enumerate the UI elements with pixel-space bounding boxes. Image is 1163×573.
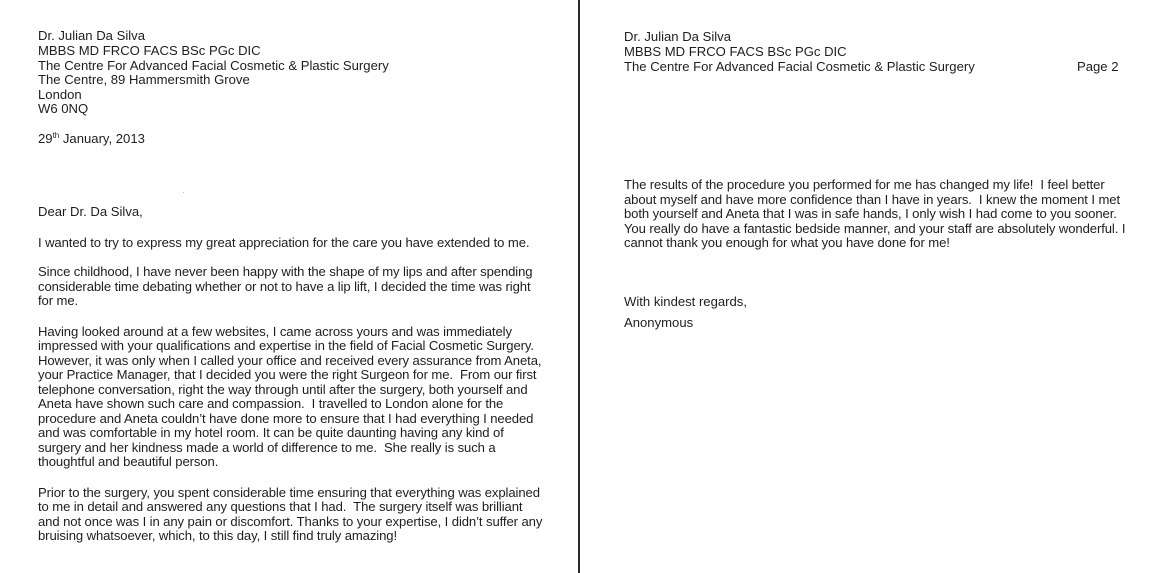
- paragraph-line: However, it was only when I called your office and received every assurance from Aneta,: [38, 353, 542, 368]
- paragraph-line: cannot thank you enough for what you have done for me!: [624, 235, 950, 250]
- closing: With kindest regards,: [624, 294, 747, 309]
- paragraph-line: bruising whatsoever, which, to this day, I still find truly amazing!: [38, 528, 398, 543]
- practice-name: The Centre For Advanced Facial Cosmetic & Plastic Surgery: [624, 59, 975, 74]
- paragraph-line: about myself and have more confidence than I have in years. I knew the moment I met: [624, 192, 1120, 207]
- paragraph-line: You really do have a fantastic bedside manner, and your staff are absolutely wonderful. I: [624, 221, 1126, 236]
- address-city: London: [38, 87, 82, 102]
- paragraph-line: and was comfortable in my hotel room. It can be quite daunting having any kind of: [38, 425, 504, 440]
- paragraph-line: Prior to the surgery, you spent considerable time ensuring that everything was explained: [38, 485, 540, 500]
- paragraph-line: Since childhood, I have never been happy with the shape of my lips and after spending: [38, 264, 533, 279]
- paragraph-line: Aneta have shown such care and compassion. I travelled to London alone for the: [38, 396, 504, 411]
- paragraph-line: both yourself and Aneta that I was in safe hands, I only wish I had come to you sooner.: [624, 206, 1117, 221]
- doctor-qualifications: MBBS MD FRCO FACS BSc PGc DIC: [38, 43, 261, 58]
- date-day: 29: [38, 131, 53, 146]
- practice-name: The Centre For Advanced Facial Cosmetic & Plastic Surgery: [38, 58, 389, 73]
- paragraph-line: The results of the procedure you performed for me has changed my life! I feel better: [624, 177, 1105, 192]
- paragraph-line: considerable time debating whether or not to have a lip lift, I decided the time was right: [38, 279, 531, 294]
- signature: Anonymous: [624, 315, 694, 330]
- paragraph-line: thoughtful and beautiful person.: [38, 454, 219, 469]
- paragraph-line: procedure and Aneta couldn’t have done more to ensure that I had everything I needed: [38, 411, 534, 426]
- date-month-year: January, 2013: [59, 131, 145, 146]
- paragraph-line: Having looked around at a few websites, I came across yours and was immediately: [38, 324, 512, 339]
- address-line: The Centre, 89 Hammersmith Grove: [38, 72, 250, 87]
- paragraph-line: to me in detail and answered any questions that I had. The surgery itself was brilliant: [38, 499, 523, 514]
- paragraph-line: your Practice Manager, that I decided you were the right Surgeon for me. From our first: [38, 367, 537, 382]
- doctor-name: Dr. Julian Da Silva: [38, 28, 145, 43]
- paragraph-line: surgery and her kindness made a world of difference to me. She really is such a: [38, 440, 496, 455]
- paragraph-line: and not once was I in any pain or discomfort. Thanks to your expertise, I didn’t suffer any: [38, 514, 543, 529]
- page-number: Page 2: [1077, 59, 1119, 74]
- letter-page-1: [0, 0, 578, 573]
- paragraph-line: for me.: [38, 293, 79, 308]
- scan-speck: [183, 192, 184, 193]
- letter-page-2: [580, 0, 1163, 573]
- paragraph-line: I wanted to try to express my great appreciation for the care you have extended to me.: [38, 235, 530, 250]
- address-postcode: W6 0NQ: [38, 101, 89, 116]
- letter-date: [38, 132, 145, 146]
- doctor-qualifications: MBBS MD FRCO FACS BSc PGc DIC: [624, 44, 847, 59]
- doctor-name: Dr. Julian Da Silva: [624, 29, 731, 44]
- paragraph-line: telephone conversation, right the way through until after the surgery, both yourself and: [38, 382, 528, 397]
- paragraph-line: impressed with your qualifications and expertise in the field of Facial Cosmetic Surgery.: [38, 338, 534, 353]
- salutation: Dear Dr. Da Silva,: [38, 204, 143, 219]
- date-day-suffix: th: [52, 131, 60, 140]
